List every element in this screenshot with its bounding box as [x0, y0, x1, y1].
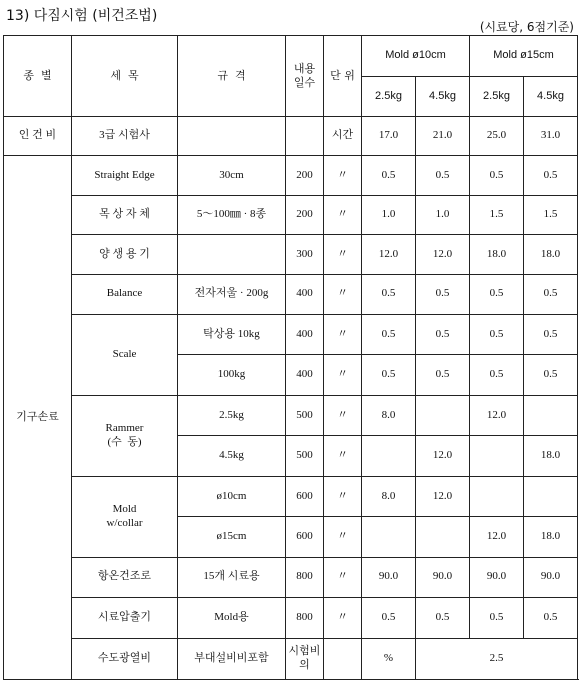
spec-cell: 탁상용 10kg [178, 315, 286, 355]
value-cell: 17.0 [362, 117, 416, 156]
item-cell: Balance [72, 274, 178, 314]
table-row [4, 395, 578, 435]
spec-cell: 전자저울 · 200g [178, 274, 286, 314]
value-cell: 0.5 [362, 598, 416, 639]
spec-cell: 4.5kg [178, 436, 286, 476]
life-cell: 200 [286, 156, 324, 195]
value-cell: 90.0 [524, 557, 578, 597]
unit-cell: 〃 [324, 476, 362, 516]
unit-cell: 〃 [324, 274, 362, 314]
value-cell: 0.5 [416, 598, 470, 639]
spec-cell [178, 117, 286, 156]
value-cell [362, 517, 416, 557]
value-cell [470, 476, 524, 516]
item-cell: Mold w/collar [72, 476, 178, 557]
spec-cell: Mold용 [178, 598, 286, 639]
category-cell: 수도광열비 [72, 639, 178, 680]
life-cell: 400 [286, 355, 324, 395]
value-cell: 0.5 [416, 355, 470, 395]
unit-cell: 〃 [324, 315, 362, 355]
unit-cell: 〃 [324, 195, 362, 234]
value-cell: 18.0 [524, 436, 578, 476]
value-cell: 0.5 [470, 598, 524, 639]
page-title: 13) 다짐시험 (비건조법) [6, 8, 158, 24]
header-sub: 2.5kg [470, 77, 524, 117]
table-row [4, 156, 578, 195]
spec-cell [178, 235, 286, 274]
value-cell: 0.5 [416, 156, 470, 195]
unit-cell: 〃 [324, 517, 362, 557]
value-cell: 0.5 [524, 274, 578, 314]
header-mold10: Mold ø10cm [362, 36, 470, 77]
unit-cell: 〃 [324, 598, 362, 639]
value-cell [416, 517, 470, 557]
value-cell: 12.0 [362, 235, 416, 274]
header-sub: 4.5kg [524, 77, 578, 117]
spec-cell: 15개 시료용 [178, 557, 286, 597]
value-cell [362, 436, 416, 476]
life-cell [324, 639, 362, 680]
value-cell: 8.0 [362, 476, 416, 516]
value-cell: 12.0 [470, 517, 524, 557]
value-cell: 90.0 [470, 557, 524, 597]
life-cell [286, 117, 324, 156]
item-cell: Scale [72, 315, 178, 396]
spec-cell: 100kg [178, 355, 286, 395]
value-cell: 1.0 [362, 195, 416, 234]
life-cell: 400 [286, 315, 324, 355]
spec-cell: 2.5kg [178, 395, 286, 435]
value-cell: 21.0 [416, 117, 470, 156]
header-spec: 규 격 [178, 36, 286, 117]
value-cell: 0.5 [470, 156, 524, 195]
table-row [4, 639, 578, 680]
value-cell: 0.5 [470, 315, 524, 355]
value-cell: 0.5 [524, 598, 578, 639]
life-cell: 300 [286, 235, 324, 274]
header-unit: 단 위 [324, 36, 362, 117]
value-cell: 0.5 [524, 315, 578, 355]
item-cell: Rammer (수 동) [72, 395, 178, 476]
life-cell: 200 [286, 195, 324, 234]
value-cell: 0.5 [470, 274, 524, 314]
item-cell: 양 생 용 기 [72, 235, 178, 274]
value-cell: 0.5 [362, 315, 416, 355]
life-cell: 800 [286, 598, 324, 639]
value-cell [524, 395, 578, 435]
item-cell: 시료압출기 [72, 598, 178, 639]
basis-note: (시료당, 6점기준) [479, 20, 574, 34]
category-cell: 인 건 비 [4, 117, 72, 156]
value-cell: 1.5 [470, 195, 524, 234]
value-cell: 31.0 [524, 117, 578, 156]
header-mold15: Mold ø15cm [470, 36, 578, 77]
table-row [4, 274, 578, 314]
unit-cell: % [362, 639, 416, 680]
value-cell: 18.0 [470, 235, 524, 274]
table-row [4, 195, 578, 234]
table-row [4, 598, 578, 639]
life-cell: 600 [286, 476, 324, 516]
header-item: 세 목 [72, 36, 178, 117]
header-sub: 4.5kg [416, 77, 470, 117]
unit-cell: 〃 [324, 355, 362, 395]
value-cell: 0.5 [362, 156, 416, 195]
value-cell: 12.0 [416, 476, 470, 516]
life-cell: 400 [286, 274, 324, 314]
value-cell: 8.0 [362, 395, 416, 435]
value-cell [470, 436, 524, 476]
header-life: 내용 일수 [286, 36, 324, 117]
value-cell: 0.5 [362, 355, 416, 395]
spec-cell: ø15cm [178, 517, 286, 557]
spec-cell: 시험비의 [286, 639, 324, 680]
value-cell: 90.0 [362, 557, 416, 597]
category-cell: 기구손료 [4, 156, 72, 680]
cost-table [3, 35, 578, 680]
value-cell: 0.5 [470, 355, 524, 395]
header-category: 종 별 [4, 36, 72, 117]
value-cell: 0.5 [416, 274, 470, 314]
value-cell: 25.0 [470, 117, 524, 156]
value-cell: 90.0 [416, 557, 470, 597]
table-row [4, 315, 578, 355]
unit-cell: 〃 [324, 156, 362, 195]
item-cell: Straight Edge [72, 156, 178, 195]
value-cell: 12.0 [416, 436, 470, 476]
unit-cell: 시간 [324, 117, 362, 156]
value-cell [524, 476, 578, 516]
value-cell: 18.0 [524, 235, 578, 274]
value-cell: 0.5 [416, 315, 470, 355]
value-cell [416, 395, 470, 435]
unit-cell: 〃 [324, 557, 362, 597]
unit-cell: 〃 [324, 235, 362, 274]
value-cell: 12.0 [416, 235, 470, 274]
item-cell: 부대설비비포함 [178, 639, 286, 680]
life-cell: 800 [286, 557, 324, 597]
value-cell: 0.5 [524, 156, 578, 195]
spec-cell: 30cm [178, 156, 286, 195]
table-row [4, 117, 578, 156]
life-cell: 500 [286, 395, 324, 435]
item-cell: 항온건조로 [72, 557, 178, 597]
value-cell: 0.5 [362, 274, 416, 314]
value-cell: 1.0 [416, 195, 470, 234]
unit-cell: 〃 [324, 395, 362, 435]
value-cell: 2.5 [416, 639, 578, 680]
value-cell: 1.5 [524, 195, 578, 234]
spec-cell: 5～100㎜ · 8종 [178, 195, 286, 234]
table-row [4, 557, 578, 597]
table-row [4, 235, 578, 274]
life-cell: 500 [286, 436, 324, 476]
life-cell: 600 [286, 517, 324, 557]
item-cell: 3급 시험사 [72, 117, 178, 156]
value-cell: 0.5 [524, 355, 578, 395]
header-sub: 2.5kg [362, 77, 416, 117]
value-cell: 18.0 [524, 517, 578, 557]
table-row [4, 476, 578, 516]
spec-cell: ø10cm [178, 476, 286, 516]
item-cell: 목 상 자 체 [72, 195, 178, 234]
unit-cell: 〃 [324, 436, 362, 476]
value-cell: 12.0 [470, 395, 524, 435]
